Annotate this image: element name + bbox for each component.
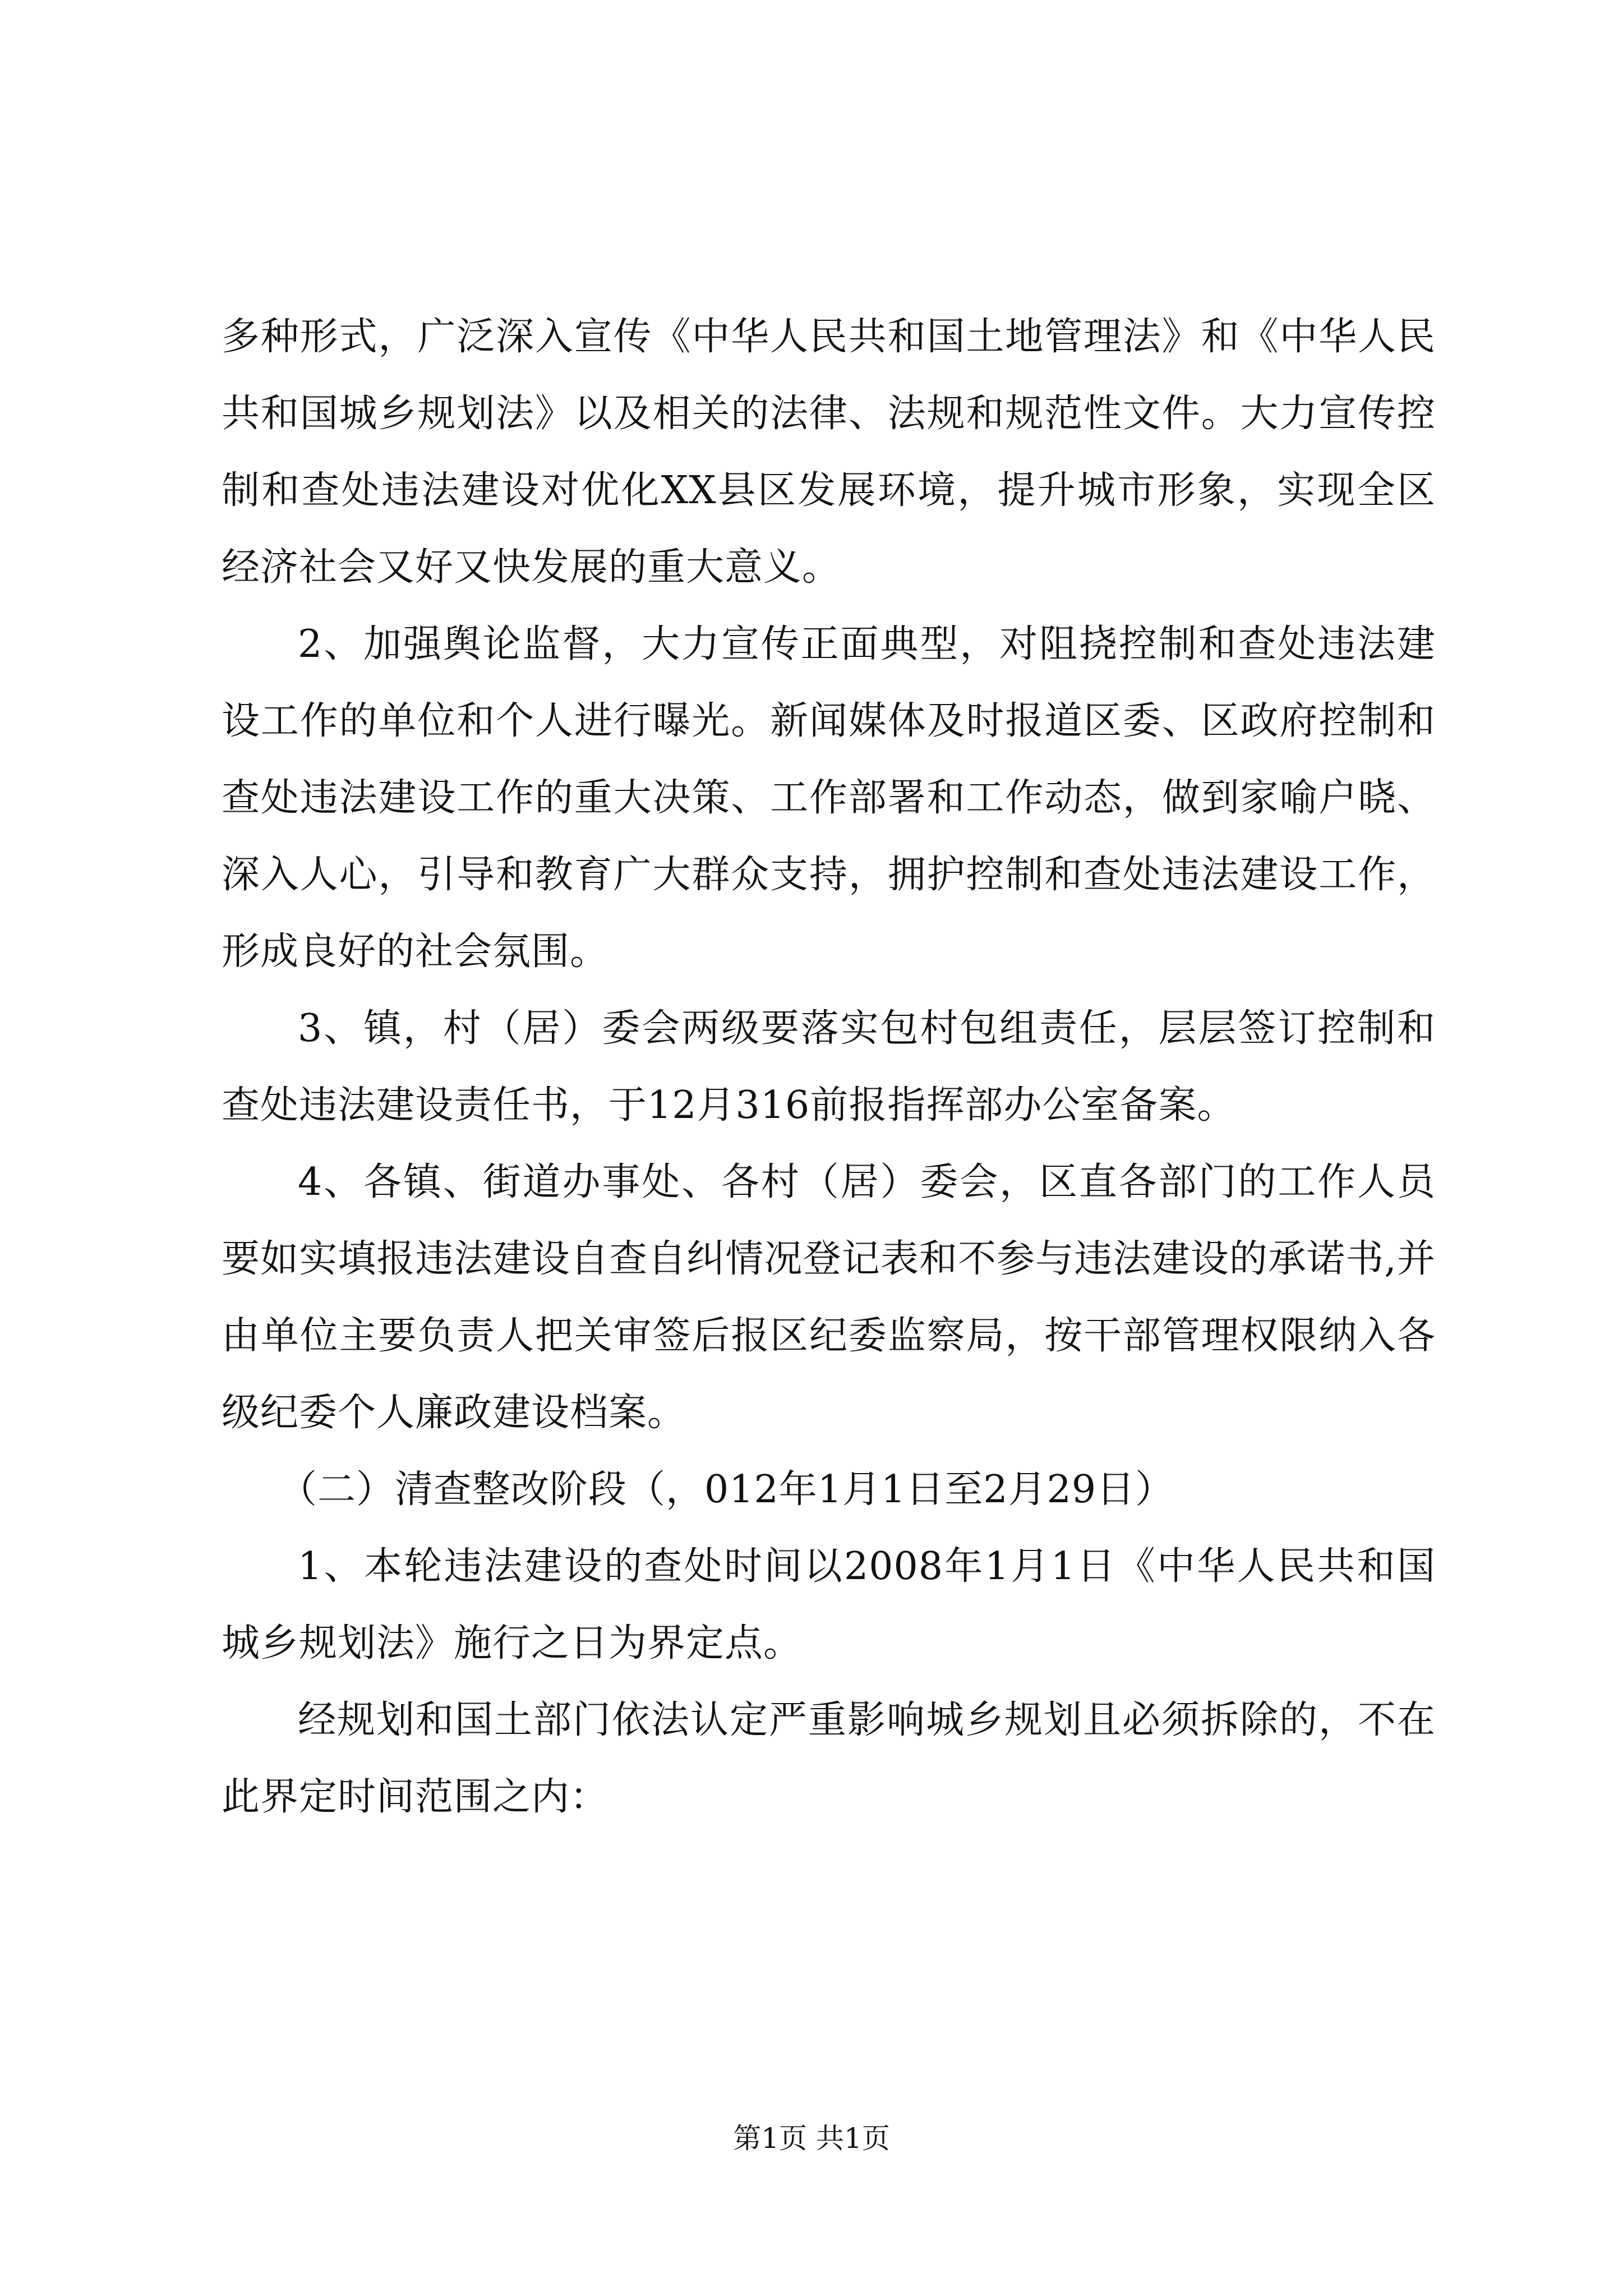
paragraph-2: 2、加强舆论监督，大力宣传正面典型，对阻挠控制和查处违法建设工作的单位和个人进行曝光。新闻媒体及时报道区委、区政府控制和查处违法建设工作的重大决策、工作部署和工作动态，做到家喻户晓、深入人心，引导和教育广大群众支持，拥护控制和查处违法建设工作，形成良好的社会氛围。 xyxy=(222,622,1436,974)
paragraph-4: 4、各镇、街道办事处、各村（居）委会，区直各部门的工作人员要如实填报违法建设自查自纠情况登记表和不参与违法建设的承诺书,并由单位主要负责人把关审签后报区纪委监察局，按干部管理权限纳入各级纪委个人廉政建设档案。 xyxy=(222,1160,1436,1435)
paragraph-5: 1、本轮违法建设的查处时间以2008年1月1日《中华人民共和国城乡规划法》施行之日为界定点。 xyxy=(222,1544,1436,1665)
document-body xyxy=(222,298,1436,1835)
section-heading: （二）清查整改阶段（，012年1月1日至2月29日） xyxy=(279,1467,1174,1512)
paragraph-6: 经规划和国土部门依法认定严重影响城乡规划且必须拆除的，不在此界定时间范围之内： xyxy=(222,1698,1436,1819)
paragraph-1: 多种形式，广泛深入宣传《中华人民共和国土地管理法》和《中华人民共和国城乡规划法》以及相关的法律、法规和规范性文件。大力宣传控制和查处违法建设对优化XX县区发展环境，提升城市形象，实现全区经济社会又好又快发展的重大意义。 xyxy=(222,315,1436,590)
page-footer: 第1页 共1页 xyxy=(733,2122,890,2155)
paragraph-3: 3、镇，村（居）委会两级要落实包村包组责任，层层签订控制和查处违法建设责任书，于12月316前报指挥部办公室备案。 xyxy=(222,1006,1436,1128)
